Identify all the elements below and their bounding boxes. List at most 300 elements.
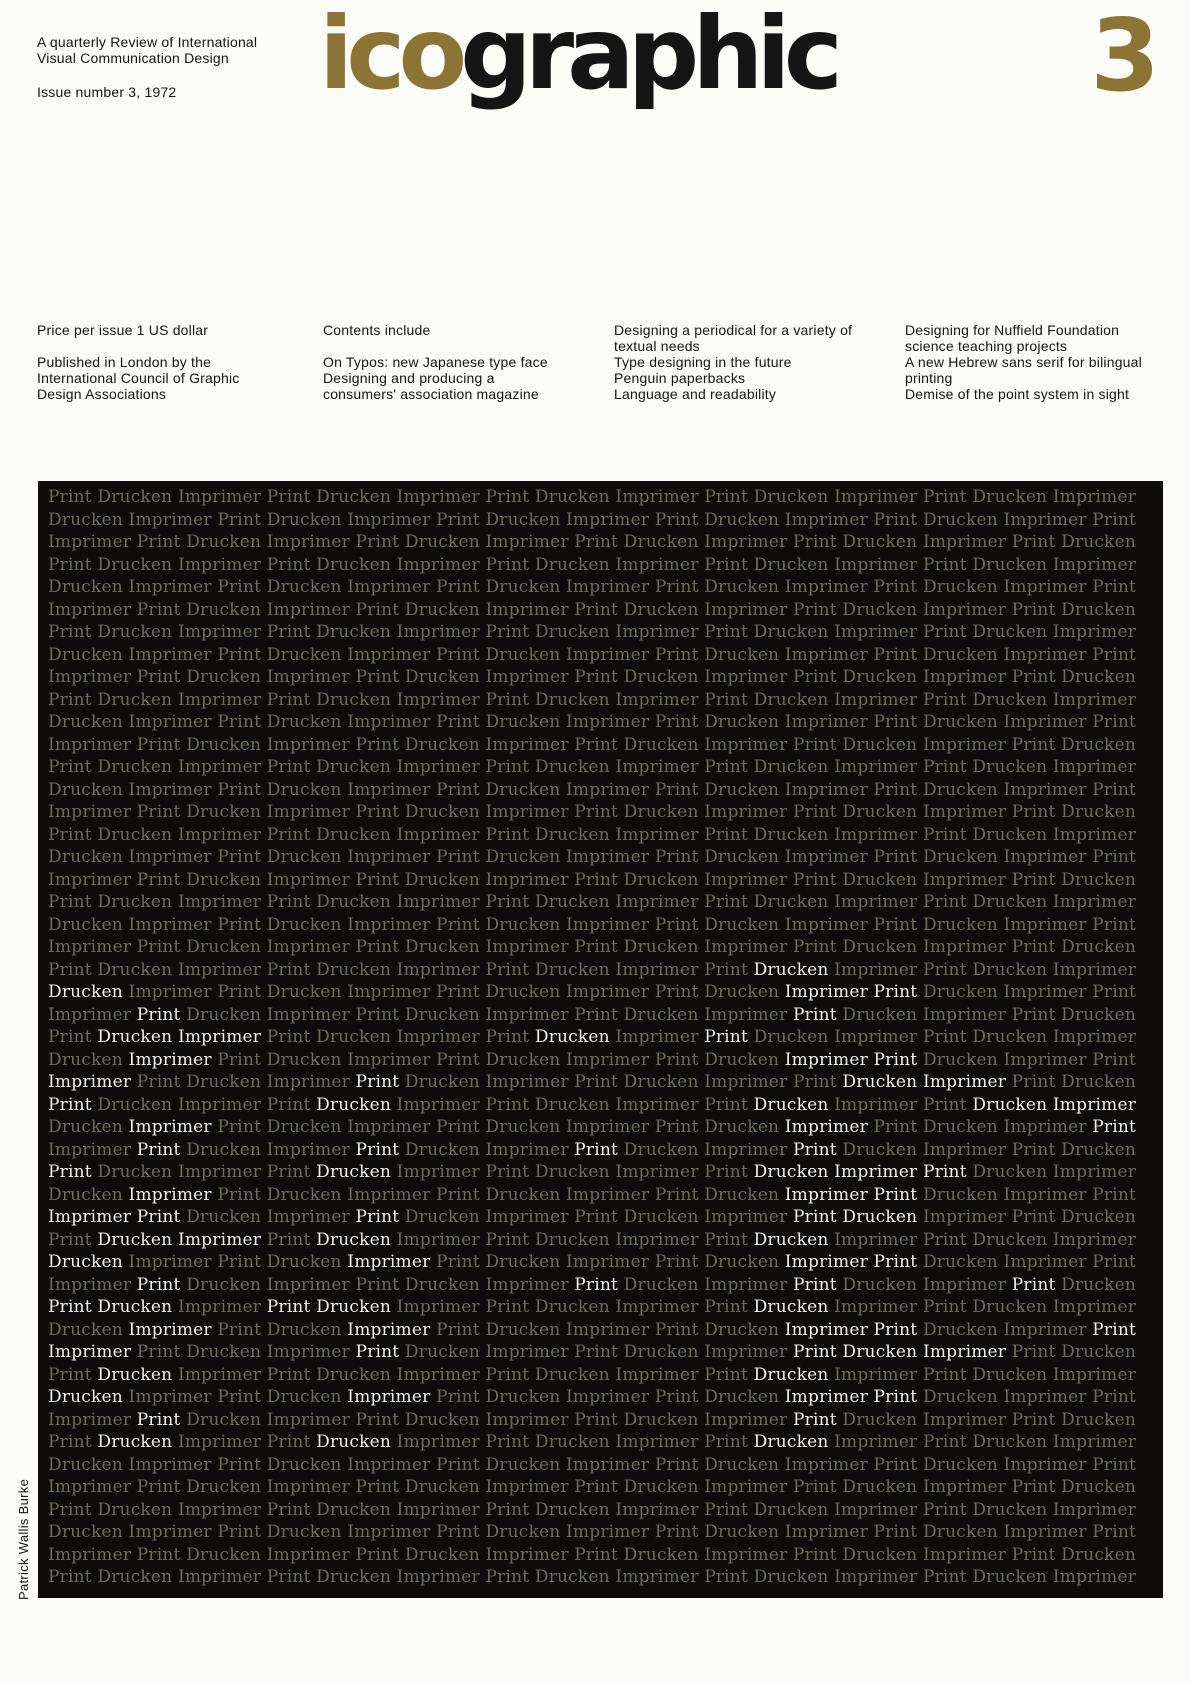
pattern-word: Print [922, 689, 973, 710]
pattern-row [48, 509, 1136, 532]
pattern-row [48, 1521, 1136, 1544]
pattern-word: Print [922, 1229, 973, 1250]
pattern-word: Print [217, 1184, 267, 1205]
pattern-word: Print [136, 532, 187, 552]
pattern-word: Imprimer [566, 509, 655, 530]
pattern-word: Imprimer [922, 734, 1012, 755]
pattern-word: Imprimer [1052, 1297, 1137, 1317]
pattern-word: Imprimer [834, 1567, 923, 1587]
pattern-word: Imprimer [485, 937, 575, 957]
pattern-word: Drucken [1061, 1342, 1137, 1362]
pattern-word: Print [574, 599, 624, 620]
pattern-word: Imprimer [615, 487, 705, 507]
masthead-prefix: ico [319, 0, 461, 112]
pattern-word: Imprimer [48, 1544, 137, 1565]
pattern-word: Print [1011, 1477, 1062, 1497]
pattern-word: Imprimer [347, 577, 437, 597]
pattern-word: Drucken [316, 1297, 397, 1317]
pattern-word: Imprimer [1052, 892, 1137, 912]
pattern-word: Print [266, 1297, 317, 1317]
pattern-word: Print [436, 914, 486, 935]
pattern-word: Imprimer [1003, 1387, 1093, 1407]
pattern-word: Drucken [753, 1229, 835, 1250]
pattern-word: Print [266, 1364, 317, 1385]
info-column-contents-3 [905, 322, 1187, 418]
pattern-word: Print [793, 734, 843, 755]
pattern-word: Imprimer [922, 667, 1012, 687]
pattern-word: Drucken [753, 892, 835, 912]
pattern-word: Imprimer [566, 982, 655, 1002]
pattern-word: Imprimer [1003, 1319, 1093, 1340]
pattern-word: Print [355, 599, 405, 620]
pattern-word: Print [704, 689, 754, 710]
pattern-word: Print [217, 1522, 267, 1542]
pattern-word: Drucken [186, 1207, 267, 1227]
pattern-word: Print [266, 1162, 317, 1182]
pattern-word: Imprimer [704, 1274, 793, 1295]
pattern-word: Print [217, 509, 267, 530]
pattern-word: Imprimer [922, 532, 1012, 552]
pattern-word: Print [873, 1319, 923, 1340]
pattern-word: Print [704, 1297, 754, 1317]
pattern-word: Imprimer [834, 1094, 923, 1115]
pattern-word: Imprimer [615, 1364, 705, 1385]
pattern-word: Print [266, 1567, 317, 1587]
pattern-word: Drucken [48, 914, 129, 935]
pattern-word: Drucken [704, 1319, 785, 1340]
pattern-word: Drucken [623, 937, 705, 957]
pattern-word: Drucken [97, 554, 178, 575]
pattern-row [48, 1566, 1136, 1589]
pattern-word: Drucken [623, 1477, 705, 1497]
pattern-row [48, 1139, 1136, 1162]
pattern-word: Imprimer [48, 1072, 137, 1092]
pattern-word: Print [485, 554, 535, 575]
pattern-word: Drucken [404, 1477, 486, 1497]
pattern-word: Imprimer [128, 914, 218, 935]
pattern-word: Drucken [485, 1319, 567, 1340]
pattern-word: Imprimer [347, 509, 437, 530]
pattern-word: Print [704, 1499, 754, 1520]
pattern-word: Imprimer [347, 1252, 437, 1272]
pattern-word: Imprimer [485, 1342, 575, 1362]
pattern-word: Imprimer [177, 1364, 267, 1385]
pattern-word: Print [436, 982, 486, 1002]
pattern-word: Imprimer [177, 1027, 267, 1047]
text-block [37, 322, 319, 338]
pattern-word: Drucken [97, 487, 178, 507]
pattern-word: Print [654, 509, 705, 530]
pattern-word: Print [266, 959, 317, 980]
pattern-word: Drucken [404, 1207, 486, 1227]
pattern-word: Drucken [404, 532, 486, 552]
pattern-word: Imprimer [784, 1454, 874, 1475]
pattern-word: Print [654, 1049, 705, 1070]
pattern-word: Drucken [1061, 1477, 1137, 1497]
pattern-word: Imprimer [922, 869, 1012, 890]
pattern-word: Imprimer [1003, 1522, 1093, 1542]
pattern-word: Drucken [48, 1319, 129, 1340]
pattern-word: Imprimer [485, 1544, 575, 1565]
pattern-word: Print [48, 622, 98, 642]
pattern-word: Print [436, 847, 486, 867]
pattern-word: Print [485, 892, 535, 912]
pattern-word: Print [793, 1207, 843, 1227]
pattern-word: Imprimer [704, 869, 793, 890]
pattern-word: Print [136, 599, 187, 620]
pattern-word: Print [1011, 599, 1062, 620]
pattern-word: Print [436, 1522, 486, 1542]
pattern-row [48, 1161, 1136, 1184]
pattern-word: Drucken [842, 802, 923, 822]
pattern-word: Drucken [266, 779, 348, 800]
pattern-word: Drucken [48, 1049, 129, 1070]
pattern-word: Drucken [704, 644, 785, 665]
pattern-word: Imprimer [922, 1207, 1012, 1227]
pattern-word: Imprimer [704, 1139, 793, 1160]
pattern-word: Drucken [623, 1274, 705, 1295]
pattern-word: Print [217, 1252, 267, 1272]
pattern-word: Drucken [753, 1364, 835, 1385]
pattern-word: Imprimer [48, 532, 137, 552]
pattern-row [48, 914, 1136, 937]
pattern-word: Imprimer [347, 1319, 437, 1340]
pattern-word: Print [1092, 644, 1137, 665]
pattern-word: Imprimer [48, 802, 137, 822]
pattern-word: Print [266, 554, 317, 575]
pattern-word: Print [793, 1477, 843, 1497]
pattern-word: Print [48, 1432, 98, 1452]
pattern-word: Drucken [922, 1252, 1004, 1272]
pattern-word: Imprimer [615, 1499, 705, 1520]
pattern-word: Print [266, 757, 317, 777]
pattern-word: Drucken [534, 1229, 616, 1250]
pattern-row [48, 891, 1136, 914]
pattern-word: Imprimer [1052, 487, 1137, 507]
pattern-word: Drucken [753, 689, 835, 710]
pattern-word: Print [793, 1274, 843, 1295]
pattern-row [48, 756, 1136, 779]
pattern-word: Print [217, 1117, 267, 1137]
pattern-word: Drucken [922, 1522, 1004, 1542]
pattern-word: Imprimer [347, 1049, 437, 1070]
pattern-word: Drucken [704, 712, 785, 732]
pattern-word: Print [1011, 1409, 1062, 1430]
pattern-word: Imprimer [177, 892, 267, 912]
pattern-word: Drucken [753, 1027, 835, 1047]
pattern-word: Imprimer [128, 1522, 218, 1542]
pattern-word: Drucken [485, 644, 567, 665]
pattern-word: Drucken [485, 1454, 567, 1475]
pattern-word: Imprimer [177, 959, 267, 980]
pattern-word: Drucken [922, 712, 1004, 732]
pattern-word: Print [873, 1522, 923, 1542]
pattern-word: Drucken [97, 689, 178, 710]
pattern-word: Print [436, 779, 486, 800]
pattern-word: Print [355, 667, 405, 687]
pattern-word: Print [266, 892, 317, 912]
pattern-word: Drucken [842, 869, 923, 890]
pattern-word: Drucken [704, 1184, 785, 1205]
pattern-word: Imprimer [615, 959, 705, 980]
pattern-word: Print [1092, 1252, 1137, 1272]
pattern-word: Imprimer [128, 1049, 218, 1070]
pattern-word: Imprimer [615, 1162, 705, 1182]
pattern-word: Drucken [186, 869, 267, 890]
pattern-word: Imprimer [177, 1567, 267, 1587]
pattern-word: Print [793, 1139, 843, 1160]
pattern-word: Drucken [704, 509, 785, 530]
pattern-word: Print [485, 1162, 535, 1182]
pattern-word: Print [355, 1544, 405, 1565]
pattern-word: Imprimer [615, 1094, 705, 1115]
pattern-word: Imprimer [566, 712, 655, 732]
pattern-word: Imprimer [347, 712, 437, 732]
pattern-word: Imprimer [266, 802, 356, 822]
pattern-word: Print [654, 1252, 705, 1272]
pattern-word: Imprimer [48, 1207, 137, 1227]
pattern-word: Print [485, 1094, 535, 1115]
text-line: Penguin paperbacks [614, 370, 746, 386]
pattern-row [48, 621, 1136, 644]
pattern-word: Print [873, 644, 923, 665]
pattern-word: Imprimer [566, 1184, 655, 1205]
pattern-word: Imprimer [485, 667, 575, 687]
pattern-word: Drucken [623, 667, 705, 687]
pattern-word: Print [266, 1027, 317, 1047]
pattern-word: Drucken [97, 1567, 178, 1587]
pattern-word: Print [355, 1409, 405, 1430]
pattern-word: Print [654, 1387, 705, 1407]
pattern-word: Drucken [704, 847, 785, 867]
pattern-word: Imprimer [485, 1274, 575, 1295]
pattern-word: Print [1011, 667, 1062, 687]
pattern-word: Imprimer [566, 1319, 655, 1340]
pattern-word: Drucken [316, 1027, 397, 1047]
pattern-word: Imprimer [566, 1252, 655, 1272]
pattern-word: Imprimer [922, 1139, 1012, 1160]
pattern-row [48, 1409, 1136, 1432]
pattern-word: Imprimer [784, 914, 874, 935]
pattern-word: Drucken [753, 1432, 835, 1452]
pattern-row [48, 531, 1136, 554]
typography-pattern-panel [38, 481, 1163, 1598]
pattern-row [48, 1499, 1136, 1522]
pattern-word: Drucken [316, 1229, 397, 1250]
pattern-word: Imprimer [396, 824, 486, 845]
pattern-word: Print [436, 1117, 486, 1137]
pattern-word: Print [485, 757, 535, 777]
pattern-word: Print [355, 1207, 405, 1227]
pattern-word: Drucken [1061, 599, 1137, 620]
pattern-word: Drucken [972, 689, 1053, 710]
pattern-word: Imprimer [266, 1207, 356, 1227]
pattern-word: Print [1092, 847, 1137, 867]
pattern-word: Imprimer [566, 1522, 655, 1542]
pattern-word: Imprimer [784, 779, 874, 800]
pattern-word: Drucken [842, 937, 923, 957]
pattern-row [48, 486, 1136, 509]
pattern-word: Imprimer [1003, 1117, 1093, 1137]
pattern-word: Imprimer [266, 1072, 356, 1092]
pattern-word: Drucken [266, 1454, 348, 1475]
pattern-word: Drucken [485, 712, 567, 732]
pattern-word: Print [704, 959, 754, 980]
pattern-word: Imprimer [615, 1297, 705, 1317]
pattern-word: Imprimer [704, 599, 793, 620]
pattern-word: Drucken [316, 757, 397, 777]
pattern-row [48, 734, 1136, 757]
pattern-word: Imprimer [566, 779, 655, 800]
pattern-word: Print [136, 1477, 187, 1497]
pattern-word: Imprimer [485, 532, 575, 552]
pattern-word: Print [793, 802, 843, 822]
pattern-word: Print [485, 1027, 535, 1047]
pattern-word: Print [704, 1364, 754, 1385]
pattern-word: Drucken [485, 847, 567, 867]
pattern-word: Imprimer [396, 1027, 486, 1047]
pattern-word: Imprimer [1052, 1364, 1137, 1385]
pattern-word: Print [704, 1027, 754, 1047]
pattern-word: Drucken [186, 1274, 267, 1295]
pattern-word: Imprimer [1003, 779, 1093, 800]
pattern-word: Drucken [1061, 734, 1137, 755]
pattern-row [48, 1004, 1136, 1027]
text-line: On Typos: new Japanese type face [323, 354, 548, 370]
pattern-word: Print [485, 689, 535, 710]
pattern-word: Imprimer [566, 644, 655, 665]
pattern-word: Drucken [534, 1162, 616, 1182]
pattern-word: Drucken [1061, 1139, 1137, 1160]
pattern-word: Drucken [97, 1432, 178, 1452]
pattern-word: Drucken [48, 1117, 129, 1137]
pattern-word: Imprimer [48, 1477, 137, 1497]
pattern-row [48, 981, 1136, 1004]
pattern-word: Print [873, 847, 923, 867]
pattern-word: Print [355, 1274, 405, 1295]
pattern-word: Print [436, 1454, 486, 1475]
pattern-word: Drucken [972, 1162, 1053, 1182]
pattern-word: Imprimer [48, 1004, 137, 1025]
pattern-word: Print [217, 982, 267, 1002]
pattern-word: Print [873, 914, 923, 935]
pattern-word: Drucken [842, 1409, 923, 1430]
pattern-word: Print [574, 1004, 624, 1025]
pattern-word: Imprimer [347, 982, 437, 1002]
pattern-word: Imprimer [834, 824, 923, 845]
pattern-word: Drucken [623, 1544, 705, 1565]
pattern-word: Imprimer [704, 1342, 793, 1362]
pattern-word: Drucken [704, 1049, 785, 1070]
pattern-word: Imprimer [396, 1297, 486, 1317]
pattern-word: Drucken [266, 1522, 348, 1542]
pattern-word: Drucken [704, 779, 785, 800]
pattern-word: Drucken [404, 1004, 486, 1025]
pattern-word: Imprimer [128, 847, 218, 867]
pattern-word: Drucken [97, 959, 178, 980]
text-line: Designing for Nuffield Foundation [905, 322, 1120, 338]
pattern-word: Imprimer [1052, 1567, 1137, 1587]
pattern-word: Drucken [623, 1004, 705, 1025]
pattern-word: Print [793, 869, 843, 890]
pattern-word: Print [793, 599, 843, 620]
pattern-word: Drucken [623, 1207, 705, 1227]
pattern-word: Imprimer [177, 1432, 267, 1452]
text-line: consumers' association magazine [323, 386, 539, 402]
pattern-word: Drucken [534, 554, 616, 575]
pattern-word: Drucken [48, 644, 129, 665]
pattern-row [48, 1071, 1136, 1094]
pattern-word: Drucken [404, 802, 486, 822]
pattern-word: Imprimer [266, 1139, 356, 1160]
pattern-row [48, 1094, 1136, 1117]
pattern-word: Drucken [922, 644, 1004, 665]
pattern-word: Drucken [404, 1274, 486, 1295]
pattern-word: Drucken [316, 1499, 397, 1520]
pattern-word: Print [873, 712, 923, 732]
pattern-word: Print [574, 1072, 624, 1092]
pattern-word: Print [873, 577, 923, 597]
pattern-row [48, 801, 1136, 824]
pattern-word: Print [485, 1297, 535, 1317]
pattern-word: Print [217, 914, 267, 935]
pattern-word: Print [1092, 914, 1137, 935]
pattern-row [48, 1251, 1136, 1274]
pattern-word: Drucken [97, 1027, 178, 1047]
pattern-word: Imprimer [177, 554, 267, 575]
pattern-word: Print [1011, 1004, 1062, 1025]
pattern-word: Imprimer [834, 1364, 923, 1385]
pattern-word: Print [485, 1364, 535, 1385]
pattern-word: Print [574, 937, 624, 957]
pattern-word: Print [704, 487, 754, 507]
pattern-word: Imprimer [48, 599, 137, 620]
pattern-row [48, 554, 1136, 577]
pattern-word: Print [922, 1567, 973, 1587]
pattern-word: Print [355, 1004, 405, 1025]
pattern-word: Drucken [704, 914, 785, 935]
pattern-word: Print [1011, 1274, 1062, 1295]
pattern-word: Imprimer [266, 1342, 356, 1362]
pattern-word: Imprimer [922, 1072, 1012, 1092]
pattern-word: Imprimer [266, 599, 356, 620]
pattern-word: Drucken [186, 734, 267, 755]
pattern-word: Drucken [316, 1162, 397, 1182]
pattern-word: Print [1092, 1184, 1137, 1205]
pattern-word: Imprimer [48, 869, 137, 890]
pattern-row [48, 1476, 1136, 1499]
pattern-row [48, 846, 1136, 869]
pattern-word: Drucken [186, 1409, 267, 1430]
pattern-row [48, 1206, 1136, 1229]
pattern-word: Print [48, 1567, 98, 1587]
pattern-word: Imprimer [834, 892, 923, 912]
pattern-word: Print [574, 1544, 624, 1565]
pattern-word: Drucken [972, 1364, 1053, 1385]
pattern-word: Imprimer [566, 914, 655, 935]
pattern-word: Drucken [534, 622, 616, 642]
pattern-word: Print [485, 1229, 535, 1250]
pattern-word: Drucken [922, 1454, 1004, 1475]
pattern-word: Drucken [922, 1049, 1004, 1070]
pattern-word: Imprimer [1003, 982, 1093, 1002]
pattern-word: Print [48, 757, 98, 777]
pattern-word: Imprimer [704, 1409, 793, 1430]
pattern-word: Imprimer [922, 1544, 1012, 1565]
issue-number: 3 [1090, 0, 1160, 114]
pattern-word: Imprimer [1052, 1432, 1137, 1452]
pattern-word: Imprimer [784, 712, 874, 732]
